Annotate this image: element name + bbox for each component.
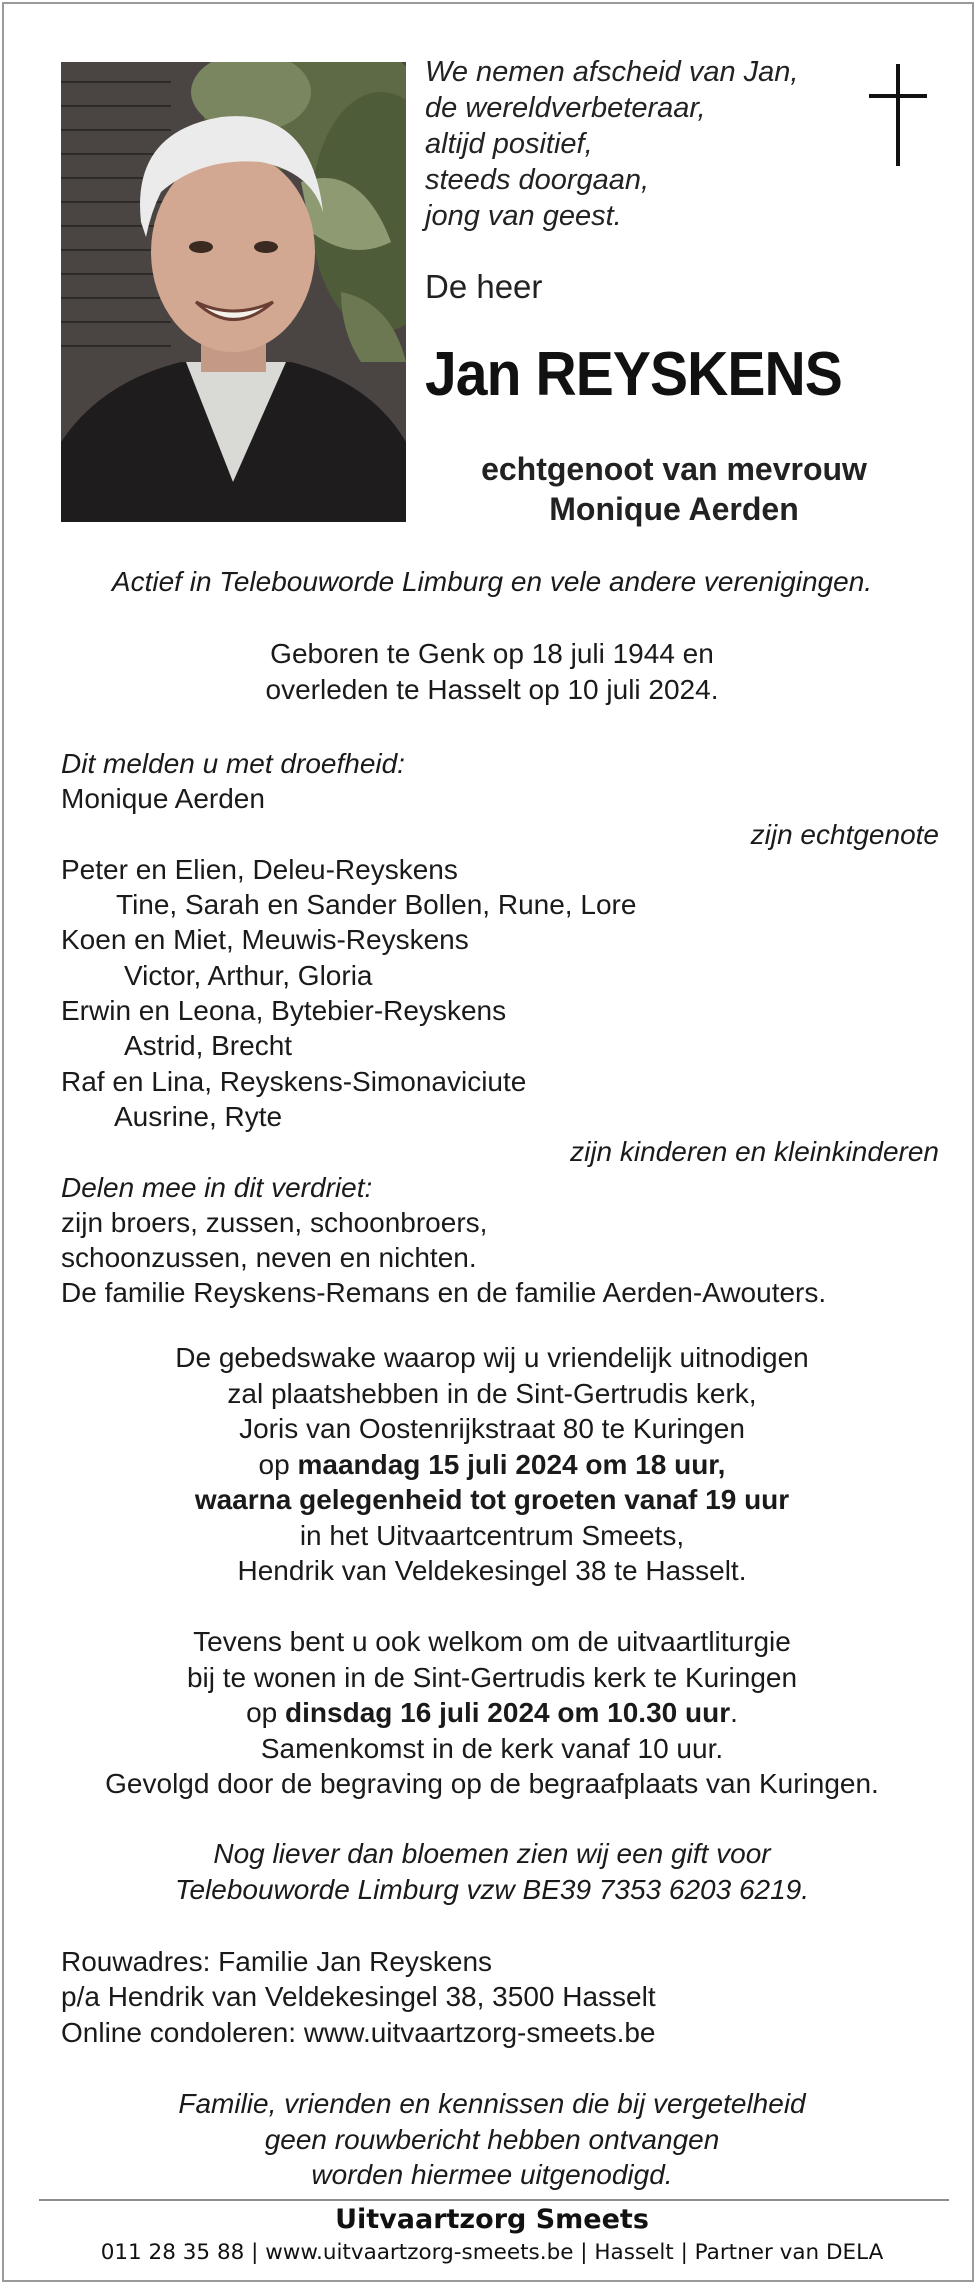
wake-line: zal plaatshebben in de Sint-Gertrudis kerk, [227,1377,757,1409]
cross-icon [866,64,930,166]
funeral-line: Samenkomst in de kerk vanaf 10 uur. [260,1732,724,1764]
wake-line: in het Uitvaartcentrum Smeets, [299,1519,685,1551]
family-line: Victor, Arthur, Gloria [124,959,373,991]
wake-greeting: waarna gelegenheid tot groeten vanaf 19 uur [194,1484,790,1515]
gift-line: Nog liever dan bloemen zien wij een gift voor [213,1838,771,1869]
family-line: Erwin en Leona, Bytebier-Reyskens [61,995,507,1027]
salutation: De heer [425,268,543,305]
gift-info [44,1836,940,1907]
family-line: Koen en Miet, Meuwis-Reyskens [61,924,469,956]
wake-greeting-line [44,1482,940,1518]
funeral-home-name: Uitvaartzorg Smeets [335,2204,649,2235]
obituary-card [2,2,974,2282]
family-line: Raf en Lina, Reyskens-Simonaviciute [61,1065,527,1097]
share-line: zijn broers, zussen, schoonbroers, [61,1206,488,1238]
closing-line: geen rouwbericht hebben ontvangen [264,2123,720,2155]
wake-date-prefix: op [258,1448,298,1480]
funeral-date: dinsdag 16 juli 2024 om 10.30 uur [285,1697,731,1728]
death-line: overleden te Hasselt op 10 juli 2024. [265,673,719,705]
spouse-name: Monique Aerden [61,783,265,815]
gift-line: Telebouworde Limburg vzw BE39 7353 6203 6219. [174,1873,810,1905]
portrait-photo [61,62,406,522]
wake-date-line [44,1447,940,1483]
family-line: Ausrine, Ryte [114,1100,283,1132]
children-role: zijn kinderen en kleinkinderen [570,1136,939,1168]
announce-heading: Dit melden u met droefheid: [61,748,405,779]
footer-divider [39,2199,949,2201]
closing-line: Familie, vrienden en kennissen die bij vergetelheid [178,2088,806,2119]
spouse-line: echtgenoot van mevrouw [481,451,867,487]
birth-death [44,636,940,707]
funeral-date-suffix: . [730,1697,738,1728]
funeral-line: Gevolgd door de begraving op de begraafplaats van Kuringen. [105,1768,879,1799]
wake-info [44,1340,940,1589]
deceased-name: Jan REYSKENS [425,340,842,409]
funeral-line: bij te wonen in de Sint-Gertrudis kerk te Kuringen [186,1661,798,1693]
share-line: De familie Reyskens-Remans en de familie Aerden-Awouters. [61,1277,827,1309]
address-line: Rouwadres: Familie Jan Reyskens [61,1946,493,1977]
closing-line: worden hiermee uitgenodigd. [311,2159,673,2190]
wake-line: Hendrik van Veldekesingel 38 te Hasselt. [237,1555,747,1586]
poem-line: steeds doorgaan, [425,164,650,196]
wake-line: Joris van Oostenrijkstraat 80 te Kuringen [239,1413,745,1444]
funeral-date-line [44,1695,940,1731]
wake-date: maandag 15 juli 2024 om 18 uur, [297,1448,726,1480]
poem-line: altijd positief, [425,128,593,160]
poem-line: jong van geest. [425,200,622,232]
closing-note [44,2086,940,2193]
address-info [61,1944,941,2050]
funeral-home-info: 011 28 35 88 | www.uitvaartzorg-smeets.be | Hasselt | Partner van DELA [100,2240,884,2265]
poem-line: de wereldverbeteraar, [425,92,706,124]
family-line: Tine, Sarah en Sander Bollen, Rune, Lore [116,889,637,921]
funeral-date-prefix: op [246,1697,286,1728]
activity-line [44,564,940,600]
share-heading: Delen mee in dit verdriet: [61,1171,373,1203]
address-line: p/a Hendrik van Veldekesingel 38, 3500 Hasselt [61,1981,656,2013]
family-line: Astrid, Brecht [124,1030,293,1062]
share-line: schoonzussen, neven en nichten. [61,1242,477,1274]
poem [425,54,845,234]
family-announcement [61,746,941,1311]
family-line: Peter en Elien, Deleu-Reyskens [61,853,458,885]
spouse-info [424,449,924,529]
activity-text: Actief in Telebouworde Limburg en vele andere verenigingen. [111,566,873,597]
spouse-role: zijn echtgenote [750,818,939,850]
funeral-info [44,1624,940,1802]
funeral-line: Tevens bent u ook welkom om de uitvaartliturgie [193,1626,791,1657]
poem-line: We nemen afscheid van Jan, [425,56,799,88]
wake-line: De gebedswake waarop wij u vriendelijk uitnodigen [175,1342,809,1373]
spouse-line: Monique Aerden [549,491,799,527]
address-line: Online condoleren: www.uitvaartzorg-smeets.be [61,2016,656,2048]
birth-line: Geboren te Genk op 18 juli 1944 en [270,638,714,669]
